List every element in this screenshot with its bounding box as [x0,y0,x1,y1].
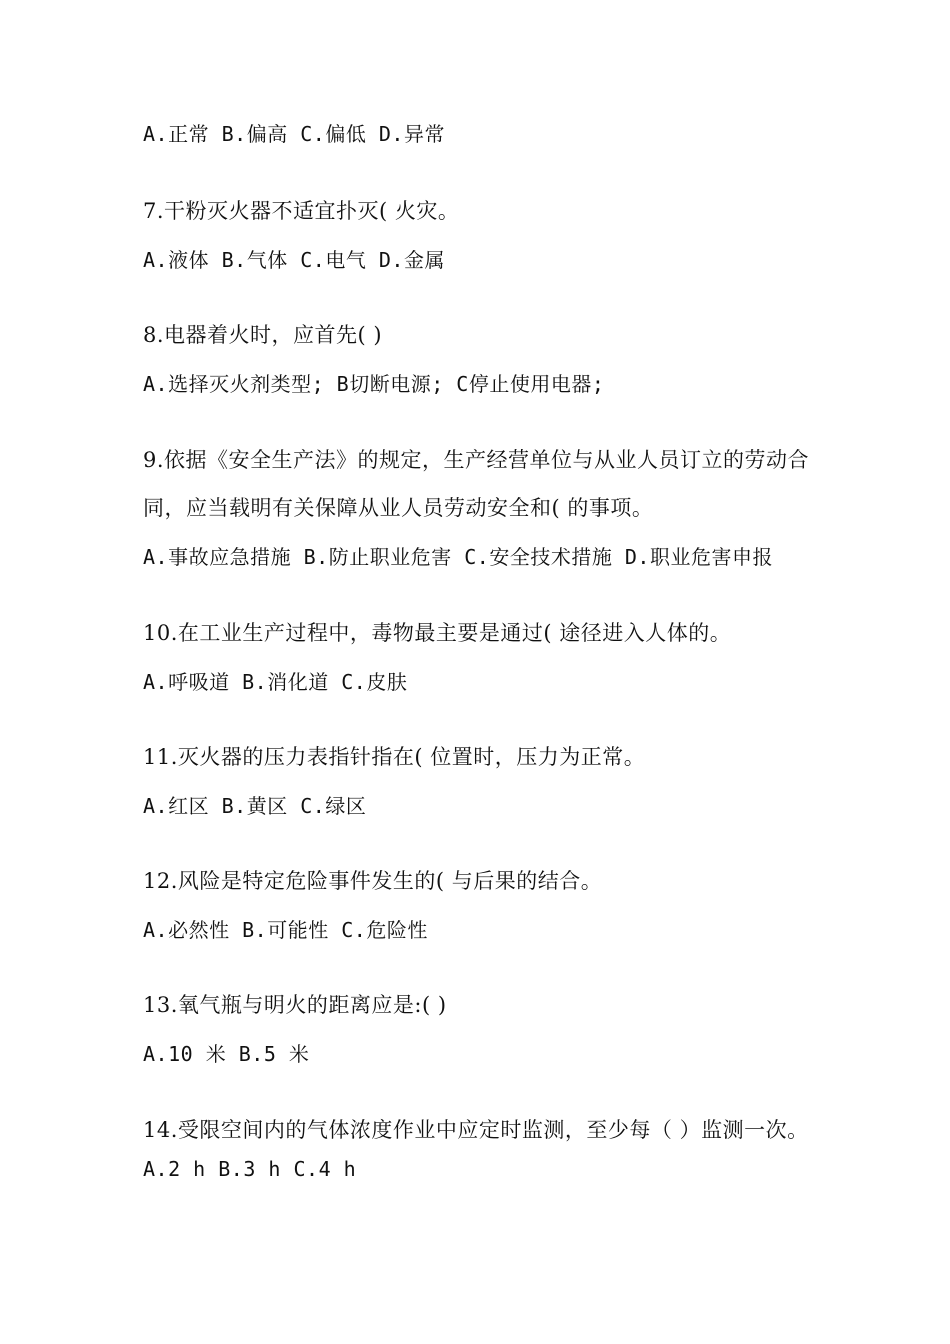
q11-options: A.红区 B.黄区 C.绿区 [143,794,367,818]
q12-options: A.必然性 B.可能性 C.危险性 [143,918,428,942]
q13-text: 13.氧气瓶与明火的距离应是:( ) [143,993,447,1017]
q14-options: A.2 h B.3 h C.4 h [143,1157,357,1181]
q10-options: A.呼吸道 B.消化道 C.皮肤 [143,670,408,694]
q8-options: A.选择灭火剂类型; B切断电源; C停止使用电器; [143,372,605,396]
q12-text: 12.风险是特定危险事件发生的( 与后果的结合。 [143,869,603,893]
q8-text: 8.电器着火时，应首先( ) [143,323,383,347]
q11-text: 11.灭火器的压力表指针指在( 位置时，压力为正常。 [143,745,646,769]
q6-options: A.正常 B.偏高 C.偏低 D.异常 [143,122,445,146]
q9-options: A.事故应急措施 B.防止职业危害 C.安全技术措施 D.职业危害申报 [143,545,773,569]
q9-text-line2: 同，应当载明有关保障从业人员劳动安全和( 的事项。 [143,496,654,520]
q7-text: 7.干粉灭火器不适宜扑灭( 火灾。 [143,199,460,223]
q7-options: A.液体 B.气体 C.电气 D.金属 [143,248,445,272]
q13-options: A.10 米 B.5 米 [143,1042,310,1066]
q14-text: 14.受限空间内的气体浓度作业中应定时监测，至少每（ ）监测一次。 [143,1118,809,1142]
q9-text-line1: 9.依据《安全生产法》的规定，生产经营单位与从业人员订立的劳动合 [143,448,810,472]
q10-text: 10.在工业生产过程中，毒物最主要是通过( 途径进入人体的。 [143,621,732,645]
